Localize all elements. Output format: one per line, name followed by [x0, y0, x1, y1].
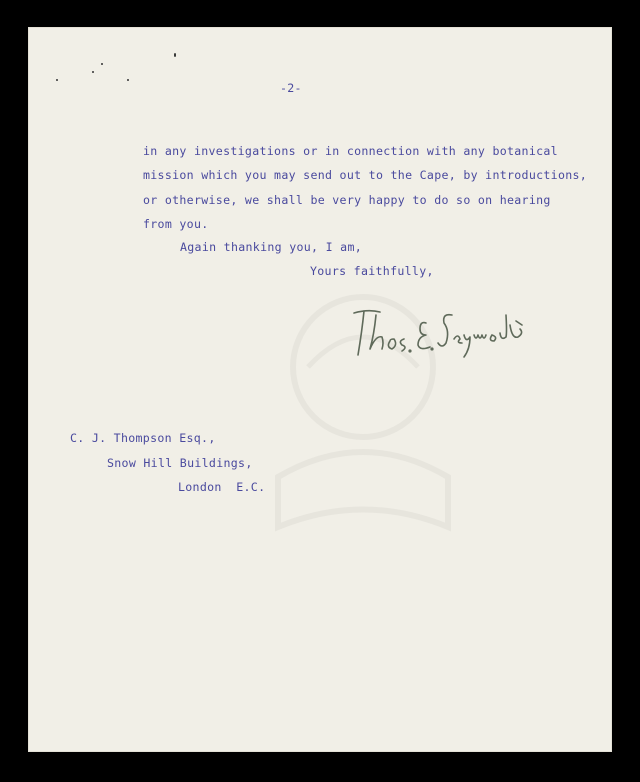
- recipient-city: London E.C.: [178, 480, 266, 494]
- paper-speck: [101, 63, 103, 65]
- valediction: Yours faithfully,: [310, 264, 434, 278]
- recipient-street: Snow Hill Buildings,: [107, 456, 253, 470]
- body-line: in any investigations or in connection with any botanical: [143, 144, 558, 158]
- page-number: -2-: [280, 81, 302, 95]
- body-line: from you.: [143, 217, 209, 231]
- body-line: mission which you may send out to the Cape, by introductions,: [143, 168, 588, 182]
- paper-speck: [56, 79, 58, 81]
- letter-page: [28, 27, 612, 752]
- paper-speck: [174, 53, 176, 57]
- paper-speck: [127, 79, 129, 81]
- handwritten-signature: [346, 303, 536, 363]
- paper-speck: [92, 71, 94, 73]
- closing-line: Again thanking you, I am,: [180, 240, 363, 254]
- body-line: or otherwise, we shall be very happy to do so on hearing: [143, 193, 551, 207]
- recipient-name: C. J. Thompson Esq.,: [70, 431, 216, 445]
